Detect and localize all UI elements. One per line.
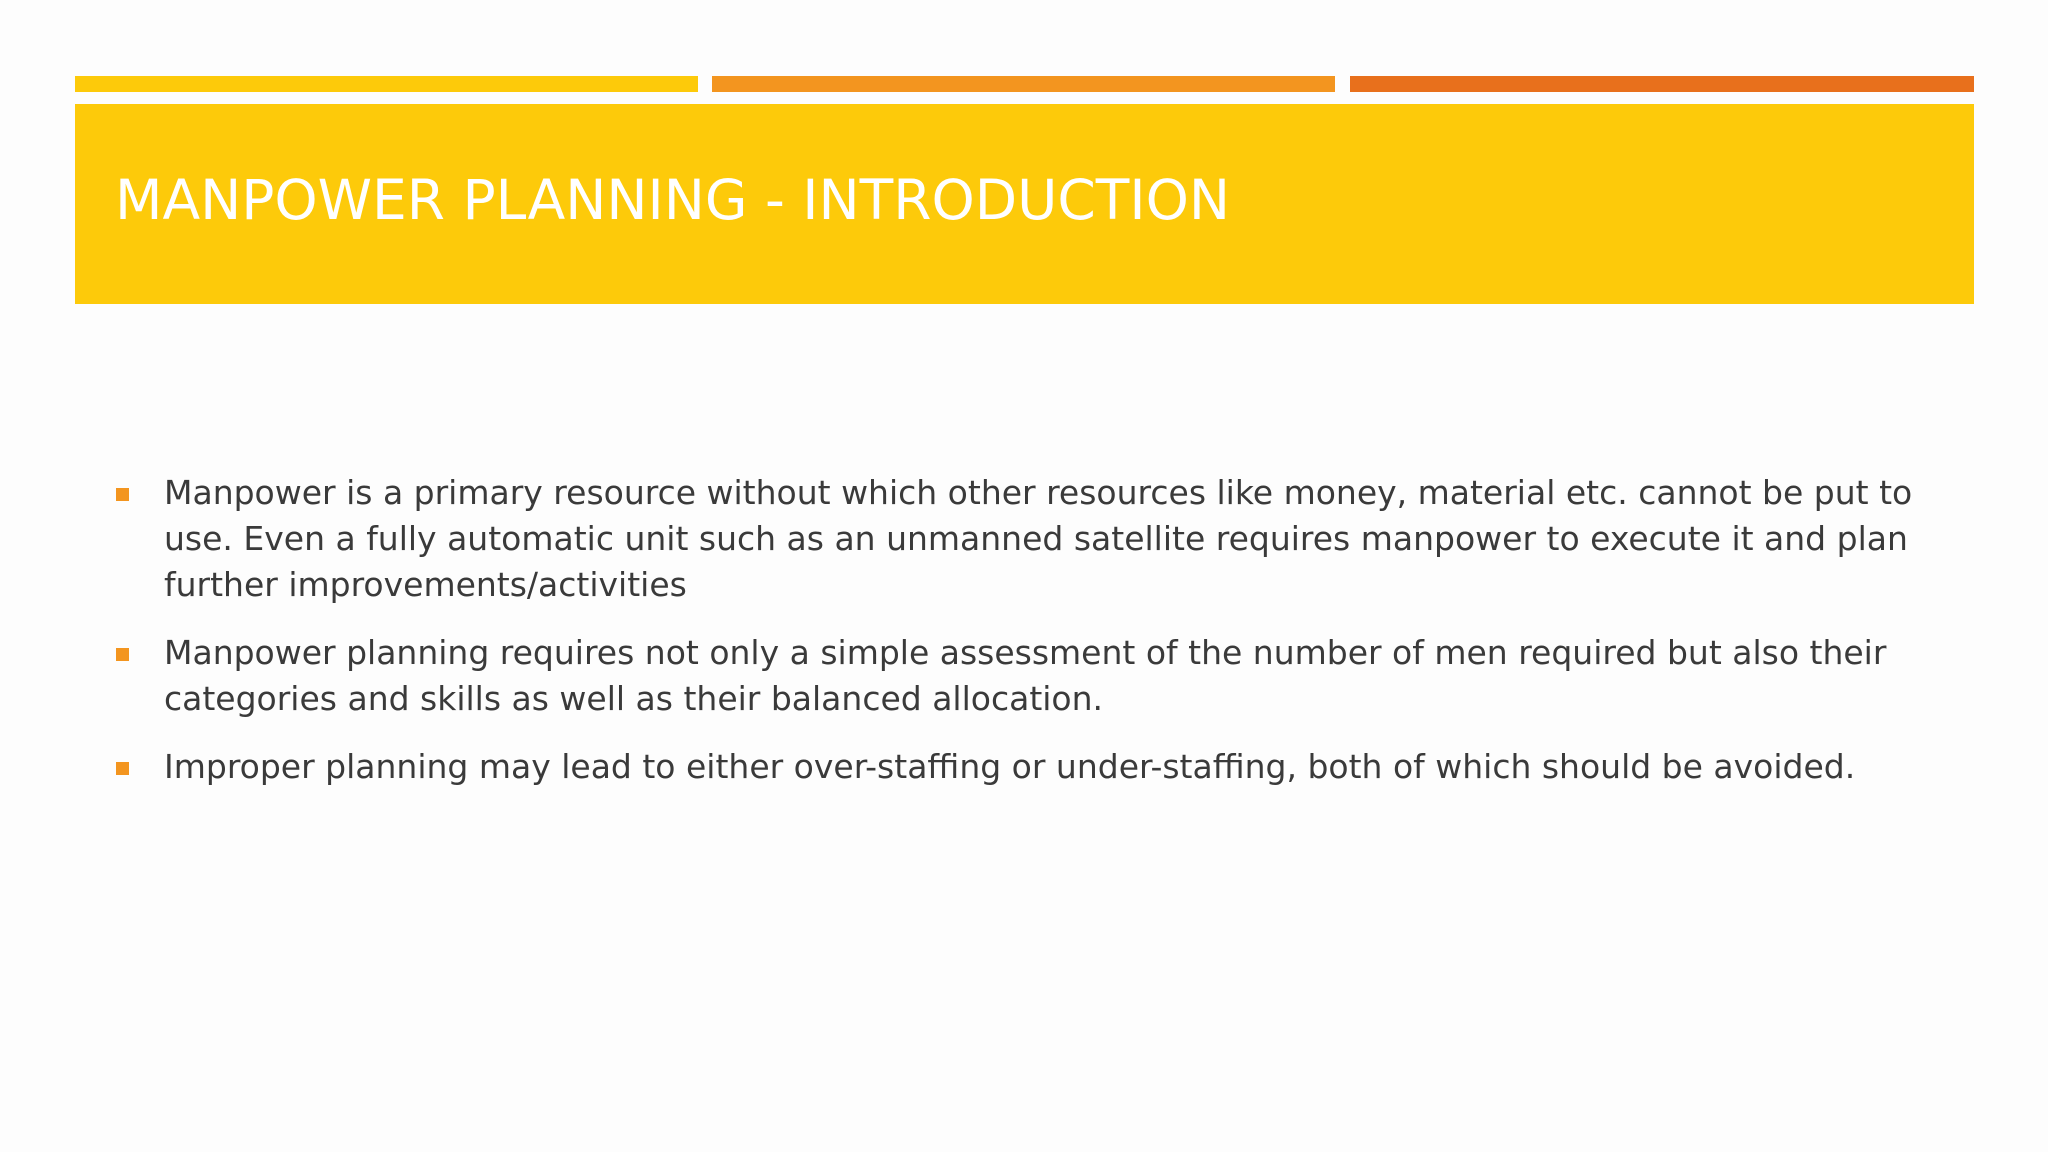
bullet-text: Manpower planning requires not only a simple assessment of the number of men required but also their categories and skills as well as their balanced allocation.: [164, 633, 1887, 718]
bullet-list: [112, 470, 1972, 790]
title-band: [75, 104, 1974, 304]
accent-bar-yellow: [75, 76, 698, 92]
bullet-item: [112, 744, 1972, 790]
bullet-item: [112, 470, 1972, 608]
square-bullet-icon: [116, 488, 129, 501]
square-bullet-icon: [116, 648, 129, 661]
accent-bar-orange: [712, 76, 1335, 92]
slide-title: MANPOWER PLANNING - INTRODUCTION: [115, 168, 1231, 232]
slide-body: [112, 470, 1972, 812]
accent-bar-dark-orange: [1350, 76, 1974, 92]
bullet-text: Manpower is a primary resource without which other resources like money, material etc. cannot be put to use. Even a fully automatic unit such as an unmanned satellite requires manpower to execute it and plan further improvements/activities: [164, 473, 1913, 604]
bullet-text: Improper planning may lead to either over-staffing or under-staffing, both of which should be avoided.: [164, 747, 1856, 786]
square-bullet-icon: [116, 762, 129, 775]
bullet-item: [112, 630, 1972, 722]
